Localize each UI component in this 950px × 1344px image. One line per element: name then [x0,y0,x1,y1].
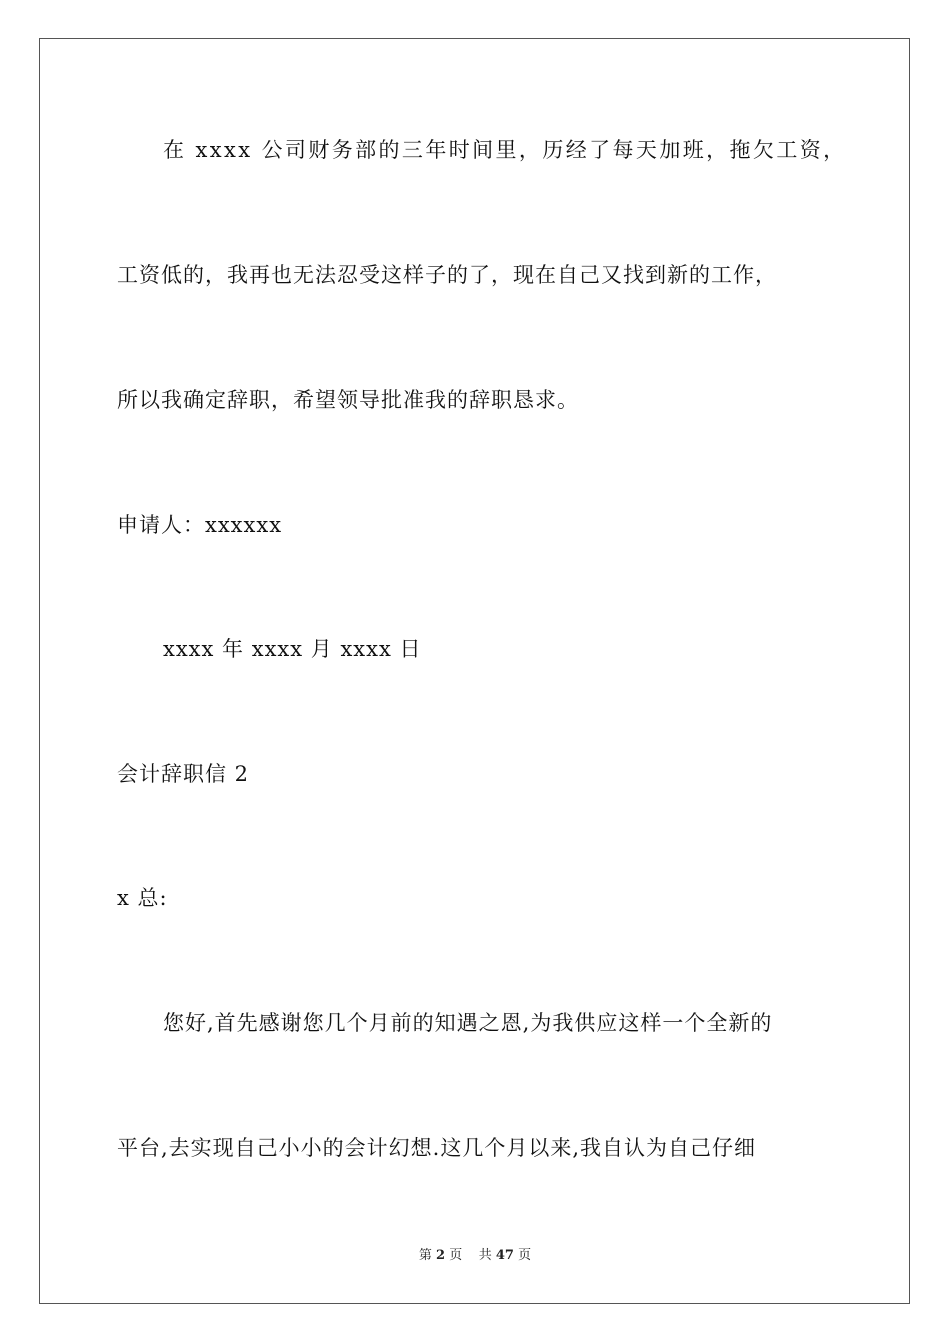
footer-page-suffix: 页 共 [445,1248,496,1263]
date-line: xxxx 年 xxxx 月 xxxx 日 [163,637,422,661]
paragraph-1-line-2: 工资低的，我再也无法忍受这样子的了，现在自己又找到新的工作， [117,263,777,287]
page-footer [0,1247,950,1265]
applicant-line: 申请人：xxxxxx [117,513,283,537]
paragraph-2-line-1: 您好,首先感谢您几个月前的知遇之恩,为我供应这样一个全新的 [163,1011,773,1035]
page-frame [39,38,910,1304]
salutation: x 总: [117,886,168,910]
footer-total-pages: 47 [495,1248,514,1263]
letter-heading: 会计辞职信 2 [117,762,250,786]
footer-total-suffix: 页 [513,1248,532,1263]
paragraph-1-line-1: 在 xxxx 公司财务部的三年时间里，历经了每天加班，拖欠工资， [163,138,847,162]
paragraph-1-line-3: 所以我确定辞职，希望领导批准我的辞职恳求。 [117,388,579,412]
footer-page-prefix: 第 [418,1248,437,1263]
footer-page-number: 2 [436,1248,446,1263]
paragraph-2-line-2: 平台,去实现自己小小的会计幻想.这几个月以来,我自认为自己仔细 [117,1136,757,1160]
